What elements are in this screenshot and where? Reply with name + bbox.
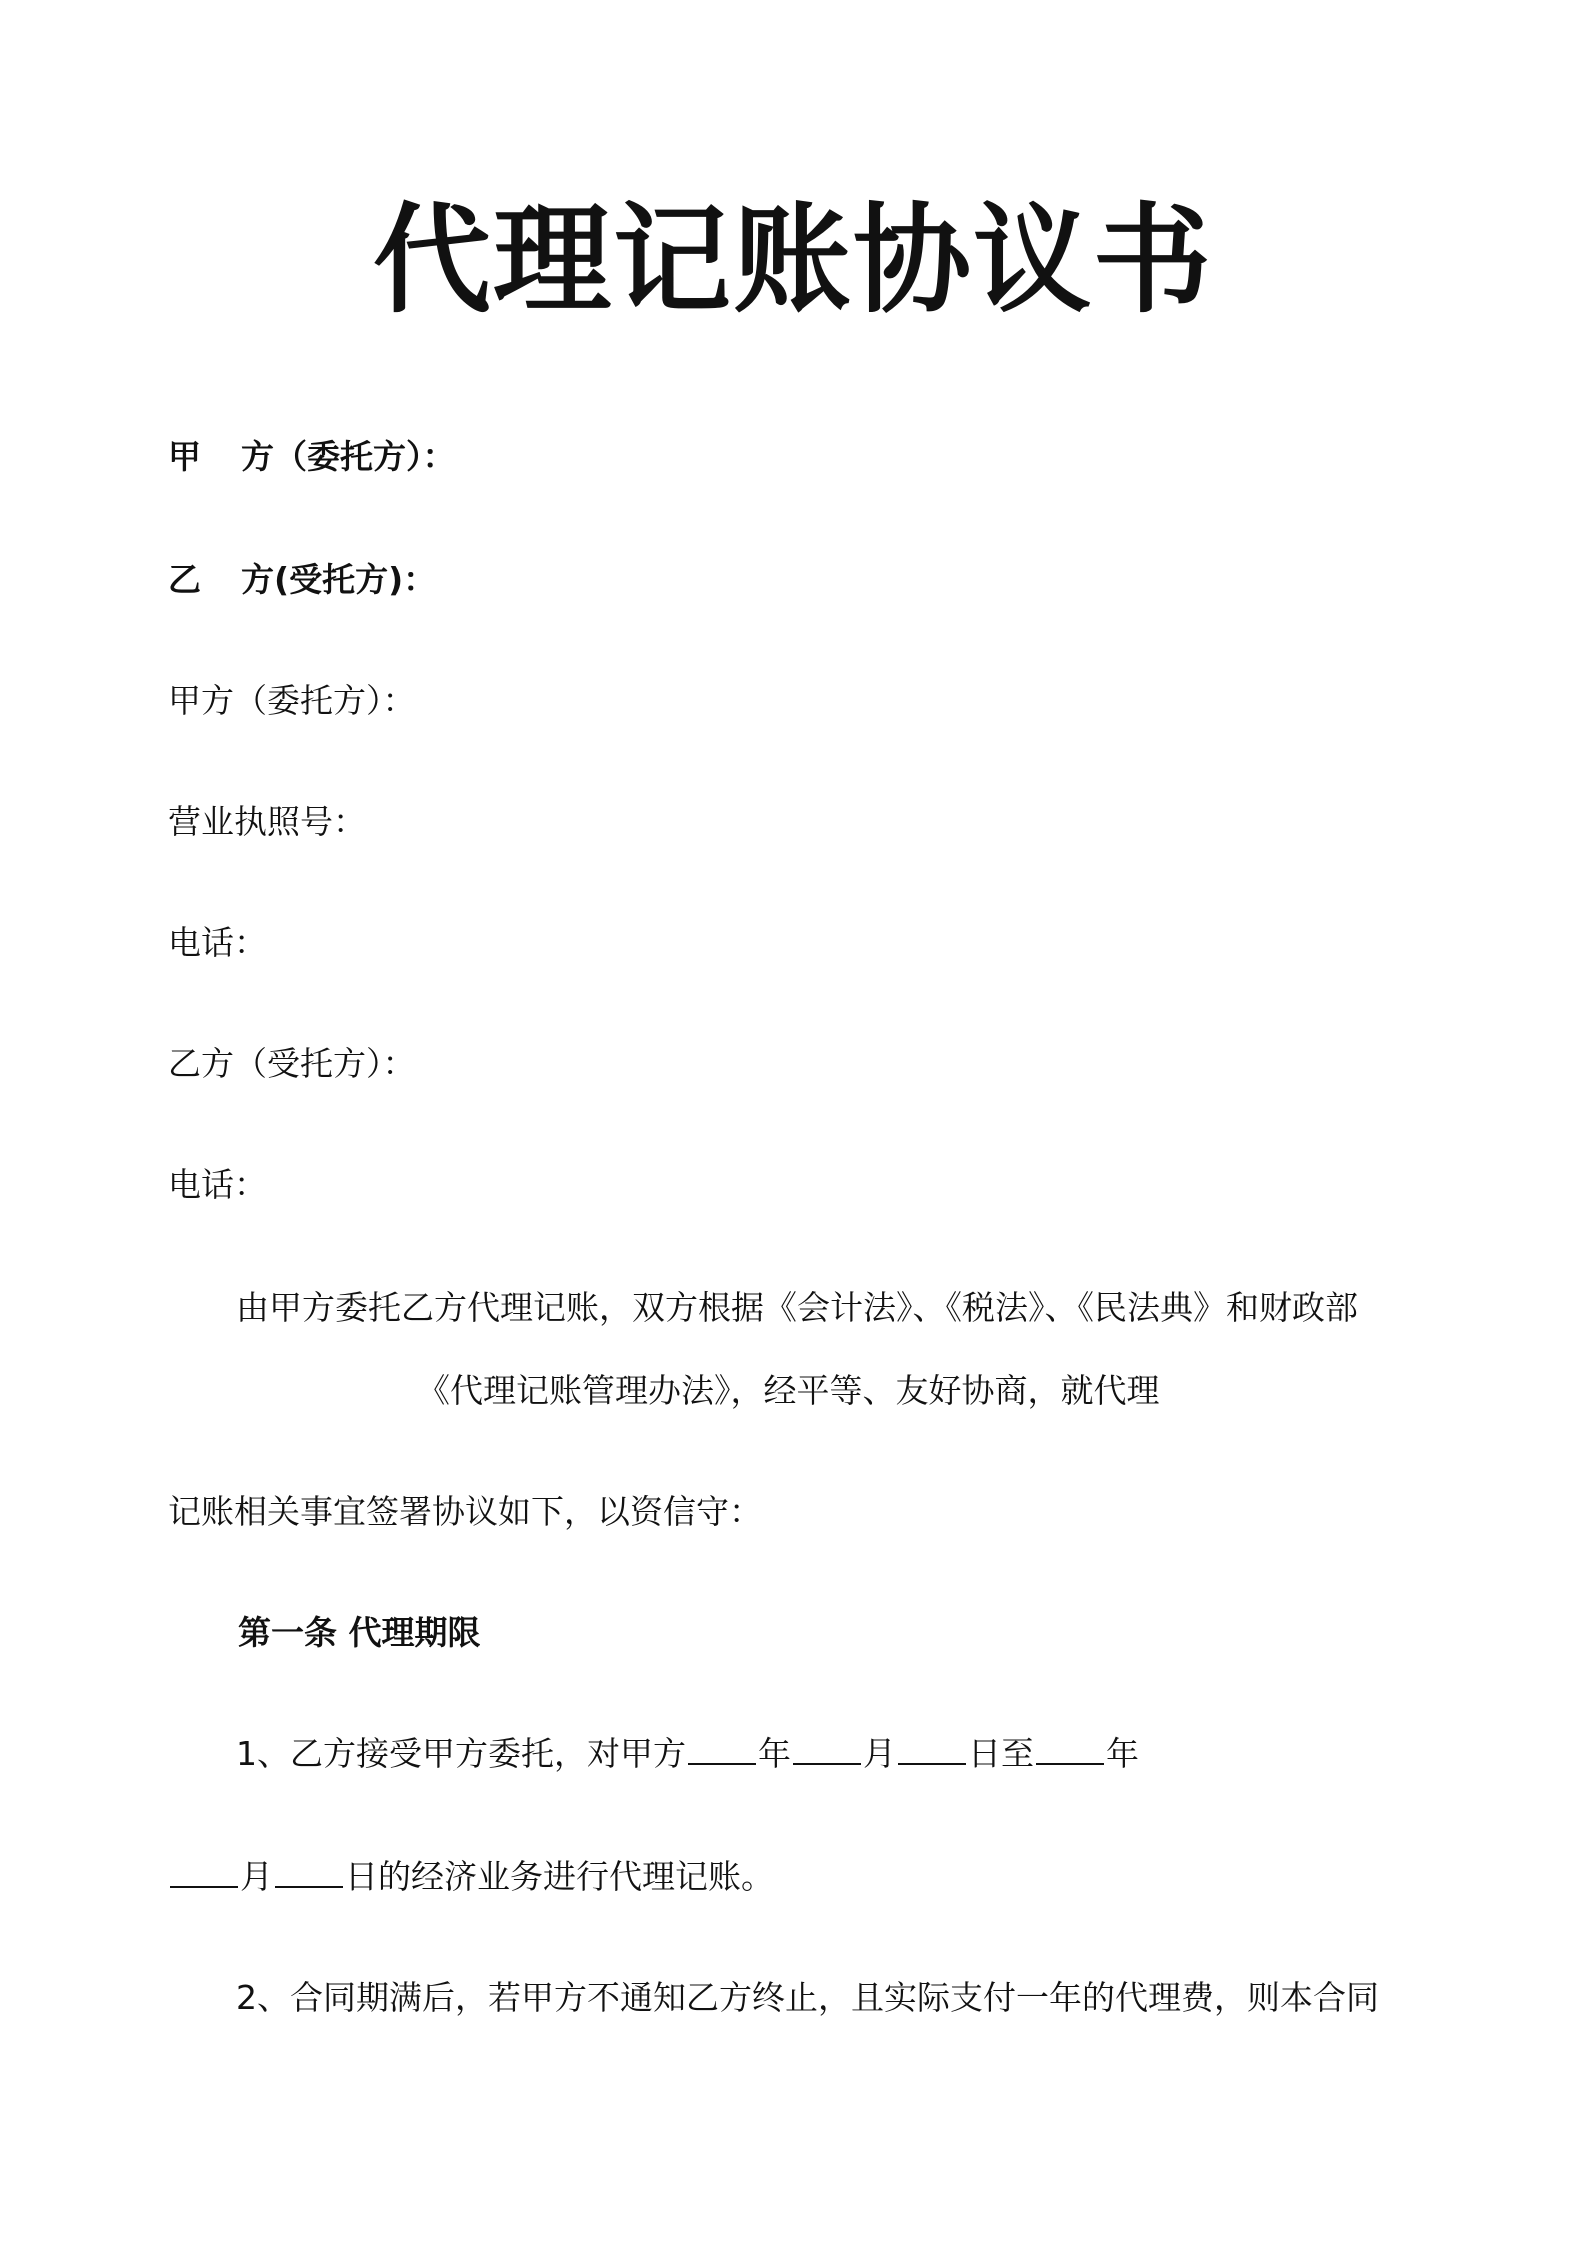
clause-1-suffix: 日的经济业务进行代理记账。 (345, 1857, 774, 1896)
year-blank (688, 1729, 756, 1765)
end-day-blank (275, 1852, 343, 1888)
party-b-header (168, 555, 436, 605)
party-a-header (168, 432, 456, 482)
party-b-label: 乙方（受托方）： (168, 1044, 416, 1083)
month-word: 月 (863, 1734, 896, 1773)
clause-2-line-1: 2、合同期满后，若甲方不通知乙方终止，且实际支付一年的代理费，则本合同 (236, 1978, 1379, 2017)
article-1-heading: 第一条 代理期限 (238, 1613, 481, 1652)
party-a-header-first: 甲 (168, 437, 201, 476)
month-blank (793, 1729, 861, 1765)
party-b-phone-label: 电话： (168, 1165, 267, 1204)
intro-paragraph-line-1: 由甲方委托乙方代理记账，双方根据《会计法》、《税法》、《民法典》和财政部 (236, 1288, 1358, 1327)
party-b-header-first: 乙 (168, 560, 201, 599)
year-word: 年 (758, 1734, 791, 1773)
clause-1-line-2 (168, 1852, 774, 1902)
day-blank (898, 1729, 966, 1765)
clause-1-prefix: 1、乙方接受甲方委托，对甲方 (236, 1734, 686, 1773)
party-a-header-rest: 方（委托方）： (241, 437, 456, 476)
end-month-blank (170, 1852, 238, 1888)
business-license-label: 营业执照号： (168, 802, 366, 841)
end-year-blank (1036, 1729, 1104, 1765)
party-b-header-rest: 方(受托方)： (241, 560, 437, 599)
intro-paragraph-line-2: 《代理记账管理办法》，经平等、友好协商，就代理 (417, 1371, 1160, 1410)
end-year-word: 年 (1106, 1734, 1139, 1773)
intro-paragraph-line-3: 记账相关事宜签署协议如下，以资信守： (168, 1492, 762, 1531)
day-to-word: 日至 (968, 1734, 1034, 1773)
clause-1-line-1 (236, 1729, 1139, 1779)
party-a-label: 甲方（委托方）： (168, 681, 416, 720)
end-month-word: 月 (240, 1857, 273, 1896)
document-title: 代理记账协议书 (372, 191, 1213, 329)
party-a-phone-label: 电话： (168, 923, 267, 962)
